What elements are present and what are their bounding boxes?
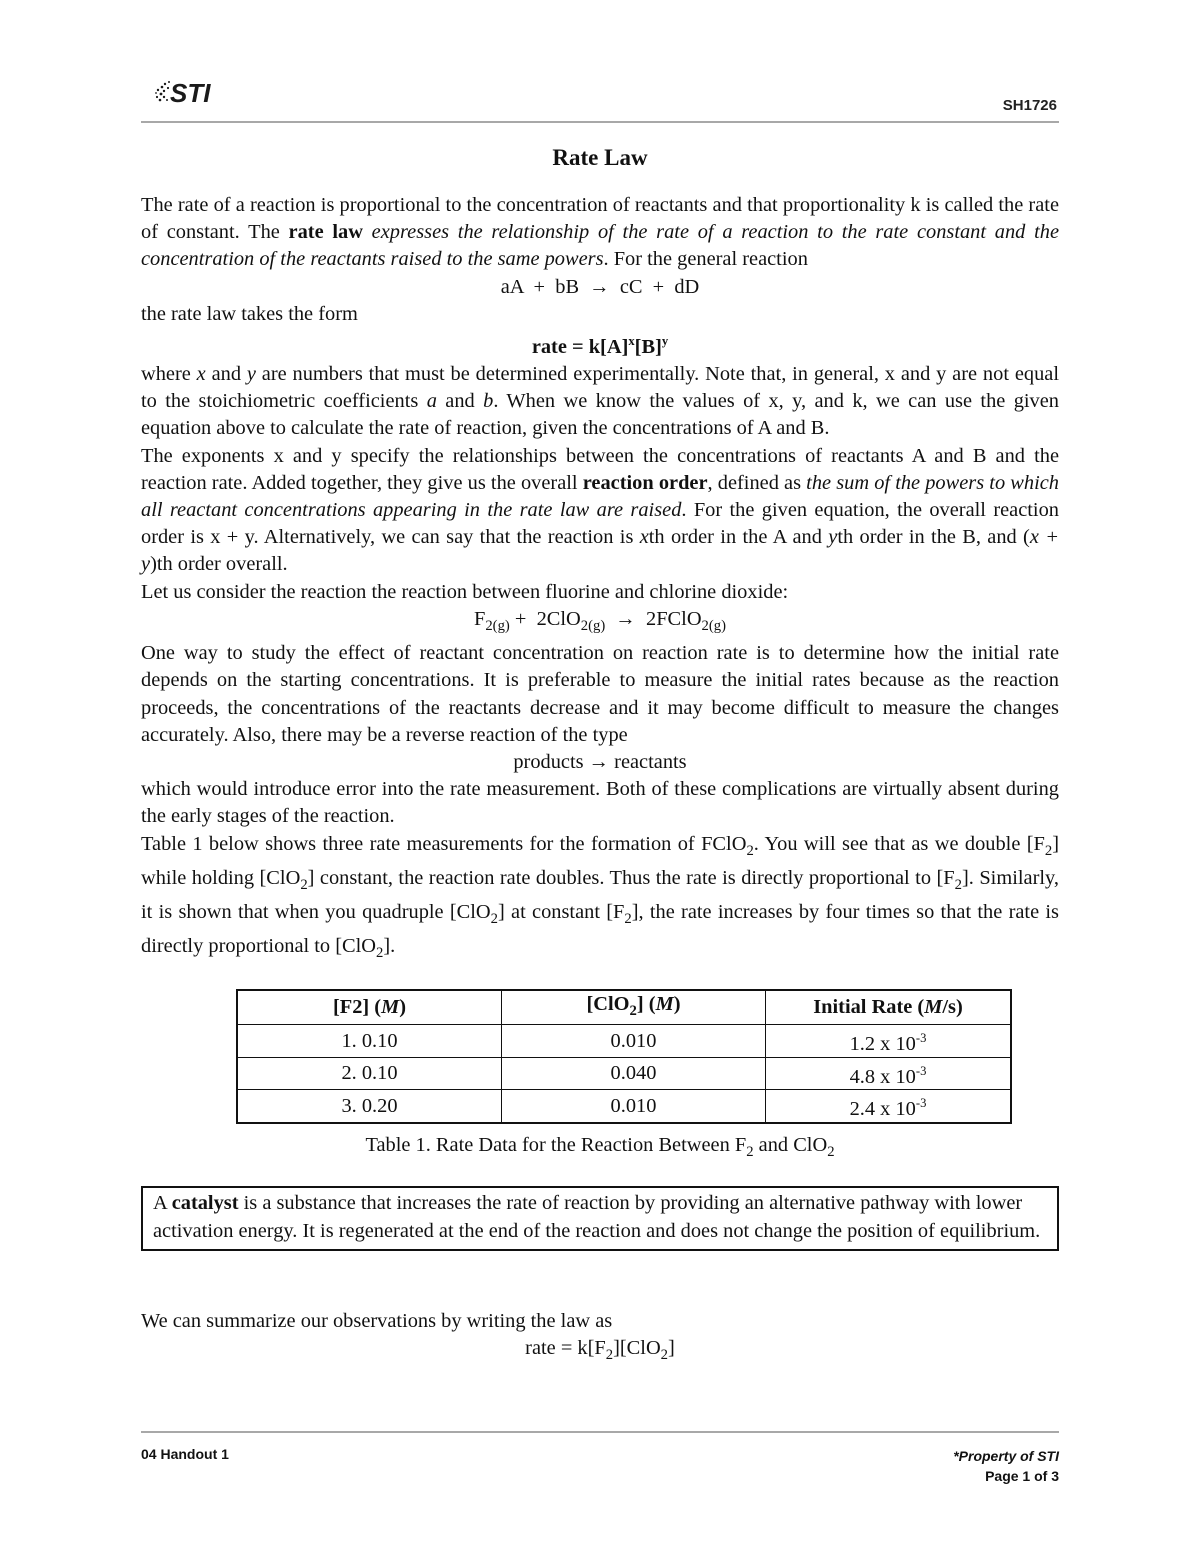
- document-code: SH1726: [1002, 97, 1057, 114]
- paragraph-table-intro: Table 1 below shows three rate measurements for the formation of FClO$_2$. You will see that as we double $[F_2]$ while holding [ClO$_2$] constant, the reaction rate doubles. Thus the rate is directly proportional to $[F_2]$. Similarly, it is shown that when you quadruple [ClO$_2$] at constant $[F_2]$, the rate increases by four times so that the rate is directly proportional to [ClO$_2$].: [141, 832, 1060, 962]
- table-row: [237, 1090, 1011, 1123]
- cell-f2: 2. 0.10: [237, 1057, 502, 1090]
- footer-right: [953, 1446, 1059, 1486]
- page-title: Rate Law: [552, 145, 648, 170]
- footer-property: *Property of STI: [953, 1448, 1059, 1464]
- general-equation: aA + bB → cC + dD: [500, 275, 700, 298]
- rate-law-equation: rate = $k[A]^x[B]^y$: [531, 334, 669, 358]
- final-rate-equation: rate = $k[F_2][ClO_2]$: [525, 1337, 675, 1364]
- table-row: [237, 1057, 1011, 1090]
- cell-clo2: 0.010: [502, 1024, 766, 1057]
- column-header-f2: [F2] (M): [237, 990, 502, 1025]
- paragraph-fluorine: Let us consider the reaction the reaction between fluorine and chlorine dioxide:: [141, 580, 789, 603]
- summary-text: We can summarize our observations by writing the law as: [141, 1309, 613, 1332]
- svg-text:STI: STI: [170, 78, 211, 108]
- rate-data-table: [236, 989, 1012, 1124]
- cell-f2: 3. 0.20: [237, 1090, 502, 1123]
- sti-logo: [152, 76, 224, 108]
- footer-page-number: Page 1 of 3: [985, 1468, 1059, 1484]
- page-header: [0, 0, 1200, 130]
- document-body: [141, 140, 1059, 1369]
- catalyst-box: A catalyst is a substance that increases the rate of reaction by providing an alternative pathway with lower activation energy. It is regenerated at the end of the reaction and does not change the position of equilibrium.: [141, 1186, 1059, 1250]
- header-divider: [141, 121, 1059, 123]
- table-row: [237, 1024, 1011, 1057]
- paragraph-intro: The rate of a reaction is proportional to the concentration of reactants and that proportionality k is called the rate of constant. The rate law expresses the relationship of the rate of a reaction to the rate constant and the concentration of the reactants raised to the same powers. For the general reaction: [141, 194, 1059, 271]
- cell-clo2: 0.040: [502, 1057, 766, 1090]
- cell-f2: 1. 0.10: [237, 1024, 502, 1057]
- paragraph-exponents: where x and y are numbers that must be determined experimentally. Note that, in general, x and y are not equal to the stoichiometric coefficients a and b. When we know the values of x, y, and k, we can use the given equation above to calculate the rate of reaction, given the concentrations of A and B.: [141, 363, 1060, 440]
- paragraph-error: which would introduce error into the rate measurement. Both of these complications are virtually absent during the early stages of the reaction.: [141, 778, 1059, 828]
- footer-handout: 04 Handout 1: [141, 1446, 229, 1462]
- table-caption: Table 1. Rate Data for the Reaction Between $F_2$ and ClO$_2$: [365, 1134, 835, 1161]
- cell-rate: 1.2 x $10^{-3}$: [766, 1024, 1012, 1057]
- footer-divider: [141, 1431, 1059, 1433]
- table-header-row: [237, 990, 1011, 1025]
- reverse-equation: products → reactants: [513, 750, 687, 773]
- column-header-clo2: [ClO$_2$] (M): [502, 990, 766, 1025]
- fluorine-equation: $F_{2(g)} + 2ClO_{2(g)}$ → 2FClO$_{2(g)}$: [474, 607, 726, 634]
- rate-law-form-text: the rate law takes the form: [141, 302, 358, 325]
- rate-data-table-wrapper: [236, 989, 1012, 1124]
- paragraph-initial-rates: One way to study the effect of reactant concentration on reaction rate is to determine how the initial rate depends on the starting concentrations. It is preferable to measure the initial rates because as the reaction proceeds, the concentrations of the reactants decrease and it may become difficult to measure the changes accurately. Also, there may be a reverse reaction of the type: [141, 642, 1059, 746]
- cell-rate: 4.8 x $10^{-3}$: [766, 1057, 1012, 1090]
- column-header-rate: Initial Rate (M/s): [766, 990, 1012, 1025]
- cell-rate: 2.4 x $10^{-3}$: [766, 1090, 1012, 1123]
- paragraph-reaction-order: The exponents x and y specify the relationships between the concentrations of reactants A and B and the reaction rate. Added together, they give us the overall reaction order, defined as the sum of the powers to which all reactant concentrations appearing in the rate law are raised. For the given equation, the overall reaction order is x + y. Alternatively, we can say that the reaction is xth order in the A and yth order in the B, and (x + y)th order overall.: [141, 444, 1059, 576]
- cell-clo2: 0.010: [502, 1090, 766, 1123]
